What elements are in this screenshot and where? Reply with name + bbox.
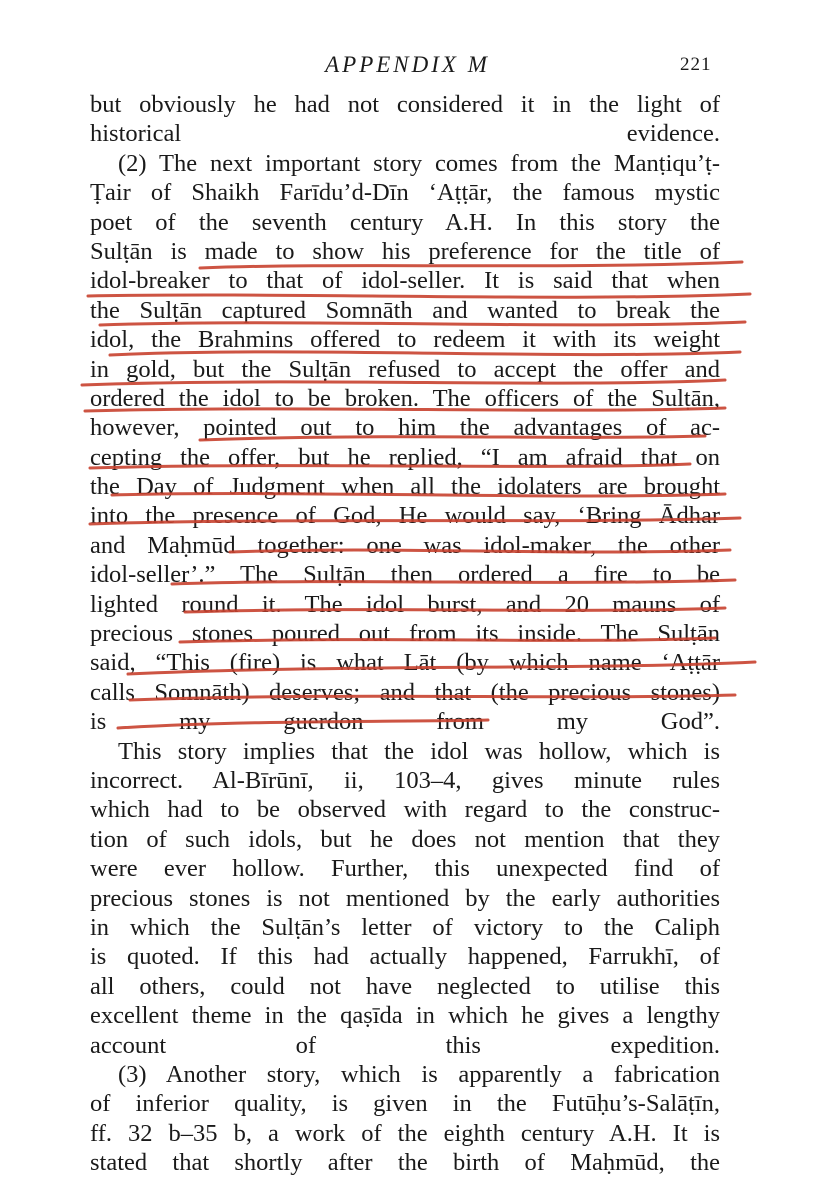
text-line: idol-breaker to that of idol-seller. It is said that when [90, 267, 720, 295]
text-line: and Maḥmūd together: one was idol-maker, the other [90, 531, 720, 559]
page-body [90, 90, 720, 1177]
text-line: idol-seller’.” The Sulṭān then ordered a fire to be [90, 561, 720, 589]
text-line: in gold, but the Sulṭān refused to accept the offer and [90, 355, 720, 383]
text-line: ordered the idol to be broken. The officers of the Sulṭān, [90, 384, 720, 412]
text-line: stated that shortly after the birth of Maḥmūd, the [90, 1149, 720, 1177]
text-line: precious stones is not mentioned by the early authorities [90, 884, 720, 912]
text-line: of inferior quality, is given in the Futūḥu’s-Salāṭīn, [90, 1090, 720, 1118]
page-number: 221 [680, 54, 712, 75]
text-line: said, “This (fire) is what Lāt (by which name ‘Aṭṭār [90, 649, 720, 677]
text-line: the Sulṭān captured Somnāth and wanted to break the [90, 296, 720, 324]
text-line: Sulṭān is made to show his preference for the title of [90, 237, 720, 265]
text-line: were ever hollow. Further, this unexpected find of [90, 855, 720, 883]
running-head [0, 52, 815, 82]
text-line: is quoted. If this had actually happened, Farrukhī, of [90, 943, 720, 971]
running-title: APPENDIX M [325, 52, 490, 77]
text-line: tion of such idols, but he does not mention that they [90, 825, 720, 853]
text-line: ff. 32 b–35 b, a work of the eighth century A.H. It is [90, 1119, 720, 1147]
text-line: incorrect. Al-Bīrūnī, ii, 103–4, gives minute rules [90, 766, 720, 794]
text-line: all others, could not have neglected to utilise this [90, 972, 720, 1000]
text-line: is my guerdon from my God”. [90, 708, 720, 736]
text-line: cepting the offer, but he replied, “I am afraid that on [90, 443, 720, 471]
text-line: the Day of Judgment when all the idolaters are brought [90, 473, 720, 501]
text-line: into the presence of God, He would say, ‘Bring Ādhar [90, 502, 720, 530]
text-line: Ṭair of Shaikh Farīdu’d-Dīn ‘Aṭṭār, the famous mystic [90, 179, 720, 207]
text-line: idol, the Brahmins offered to redeem it with its weight [90, 326, 720, 354]
text-line: (3) Another story, which is apparently a fabrication [118, 1060, 720, 1088]
text-line: precious stones poured out from its inside. The Sulṭān [90, 620, 720, 648]
text-line: historical evidence. [90, 120, 720, 148]
text-line: in which the Sulṭān’s letter of victory to the Caliph [90, 913, 720, 941]
text-line: which had to be observed with regard to the construc- [90, 796, 720, 824]
text-line: poet of the seventh century A.H. In this story the [90, 208, 720, 236]
text-line: excellent theme in the qaṣīda in which he gives a lengthy [90, 1002, 720, 1030]
text-line: (2) The next important story comes from the Manṭiqu’ṭ- [118, 149, 720, 177]
text-line: however, pointed out to him the advantages of ac- [90, 414, 720, 442]
text-line: This story implies that the idol was hollow, which is [118, 737, 720, 765]
text-line: calls Somnāth) deserves; and that (the precious stones) [90, 678, 720, 706]
text-line: lighted round it. The idol burst, and 20 mauns of [90, 590, 720, 618]
text-line: but obviously he had not considered it in the light of [90, 91, 720, 118]
text-line: account of this expedition. [90, 1031, 720, 1059]
